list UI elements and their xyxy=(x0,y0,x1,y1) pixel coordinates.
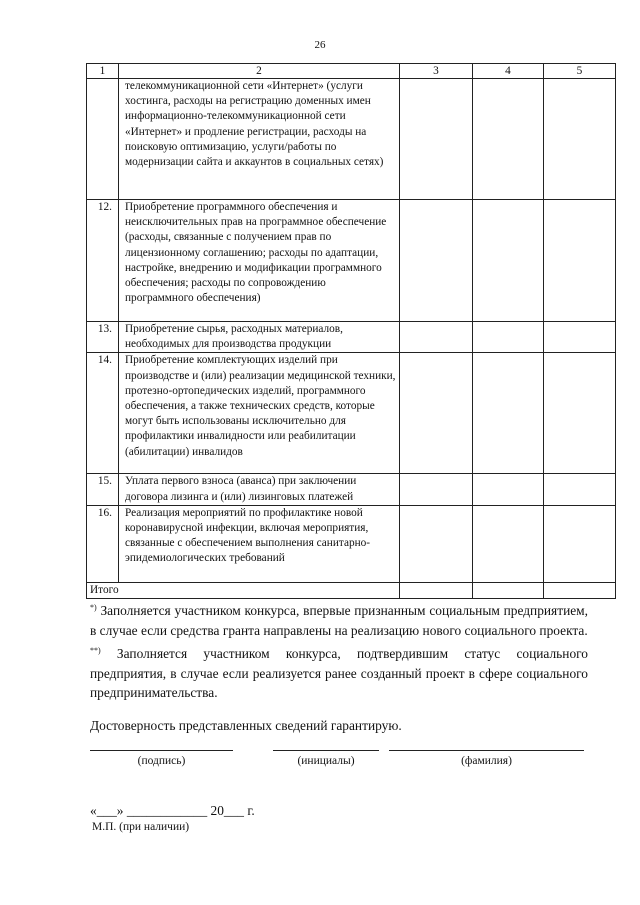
row-number: 16. xyxy=(87,505,119,582)
row-description: Реализация мероприятий по профилактике новой коронавирусной инфекции, включая мероприятия, связанные с обеспечением выполнения санитарно-эпидемиологических требований xyxy=(119,505,400,582)
empty-cell[interactable] xyxy=(544,200,616,322)
empty-cell[interactable] xyxy=(473,79,544,200)
table-row xyxy=(87,353,616,474)
row-description: Приобретение комплектующих изделий при производстве и (или) реализации медицинской техники, протезно-ортопедических изделий, программного обеспечения, а также технических средств, которые могут быть использованы исключительно для профилактики инвалидности или реабилитации (абилитации) инвалидов xyxy=(119,353,400,474)
row-description: Уплата первого взноса (аванса) при заключении договора лизинга и (или) лизинговых платежей xyxy=(119,474,400,505)
row-number: 14. xyxy=(87,353,119,474)
empty-cell[interactable] xyxy=(400,322,473,353)
header-cell: 3 xyxy=(400,64,473,79)
initials-label: (инициалы) xyxy=(297,755,355,767)
empty-cell[interactable] xyxy=(400,79,473,200)
row-number: 13. xyxy=(87,322,119,353)
row-number xyxy=(87,79,119,200)
surname-line[interactable] xyxy=(389,750,584,751)
table-row xyxy=(87,79,616,200)
empty-cell[interactable] xyxy=(544,474,616,505)
footnote-mark: *) xyxy=(90,603,97,612)
surname-label: (фамилия) xyxy=(461,755,512,767)
empty-cell[interactable] xyxy=(473,505,544,582)
table-row xyxy=(87,474,616,505)
expenses-table xyxy=(86,63,616,599)
empty-cell[interactable] xyxy=(544,353,616,474)
table-header-row xyxy=(87,64,616,79)
page-number: 26 xyxy=(314,39,326,51)
empty-cell[interactable] xyxy=(473,200,544,322)
row-number: 15. xyxy=(87,474,119,505)
table-row xyxy=(87,200,616,322)
empty-cell[interactable] xyxy=(544,79,616,200)
empty-cell[interactable] xyxy=(400,200,473,322)
empty-cell[interactable] xyxy=(473,474,544,505)
stamp-label: М.П. (при наличии) xyxy=(92,821,190,833)
row-description: телекоммуникационной сети «Интернет» (услуги хостинга, расходы на регистрацию доменных имен информационно-телекоммуникационной сети «Интернет» и продление регистрации, расходы на поисковую оптимизацию, услуги/работы по модернизации сайта и аккаунтов в социальных сетях) xyxy=(119,79,400,200)
guarantee-statement: Достоверность представленных сведений гарантирую. xyxy=(90,718,402,733)
empty-cell[interactable] xyxy=(400,353,473,474)
row-description: Приобретение сырья, расходных материалов, необходимых для производства продукции xyxy=(119,322,400,353)
footnote xyxy=(90,598,588,640)
empty-cell[interactable] xyxy=(400,474,473,505)
footnote-text: Заполняется участником конкурса, подтвердившим статус социального предприятия, в случае если реализуется ранее созданный проект в сфере социального предпринимательства. xyxy=(90,646,588,700)
date-field[interactable]: «___» ____________ 20___ г. xyxy=(90,803,255,818)
total-row xyxy=(87,582,616,598)
empty-cell[interactable] xyxy=(473,582,544,598)
footnotes xyxy=(90,598,588,704)
table-row xyxy=(87,505,616,582)
empty-cell[interactable] xyxy=(473,353,544,474)
signature-line[interactable] xyxy=(90,750,233,751)
empty-cell[interactable] xyxy=(473,322,544,353)
header-cell: 5 xyxy=(544,64,616,79)
row-number: 12. xyxy=(87,200,119,322)
empty-cell[interactable] xyxy=(400,582,473,598)
empty-cell[interactable] xyxy=(400,505,473,582)
initials-line[interactable] xyxy=(273,750,379,751)
footnote xyxy=(90,641,588,703)
empty-cell[interactable] xyxy=(544,505,616,582)
header-cell: 4 xyxy=(473,64,544,79)
signature-label: (подпись) xyxy=(137,755,186,767)
empty-cell[interactable] xyxy=(544,582,616,598)
empty-cell[interactable] xyxy=(544,322,616,353)
table-row xyxy=(87,322,616,353)
row-description: Приобретение программного обеспечения и неисключительных прав на программное обеспечение (расходы, связанные с получением прав по лицензионному соглашению; расходы по адаптации, настройке, внедрению и модификации программного обеспечения; расходы по сопровождению программного обеспечения) xyxy=(119,200,400,322)
footnote-text: Заполняется участником конкурса, впервые признанным социальным предприятием, в случае если средства гранта направлены на реализацию нового социального проекта. xyxy=(90,603,588,638)
footnote-mark: **) xyxy=(90,646,101,655)
header-cell: 1 xyxy=(87,64,119,79)
total-label: Итого xyxy=(87,582,400,598)
header-cell: 2 xyxy=(119,64,400,79)
